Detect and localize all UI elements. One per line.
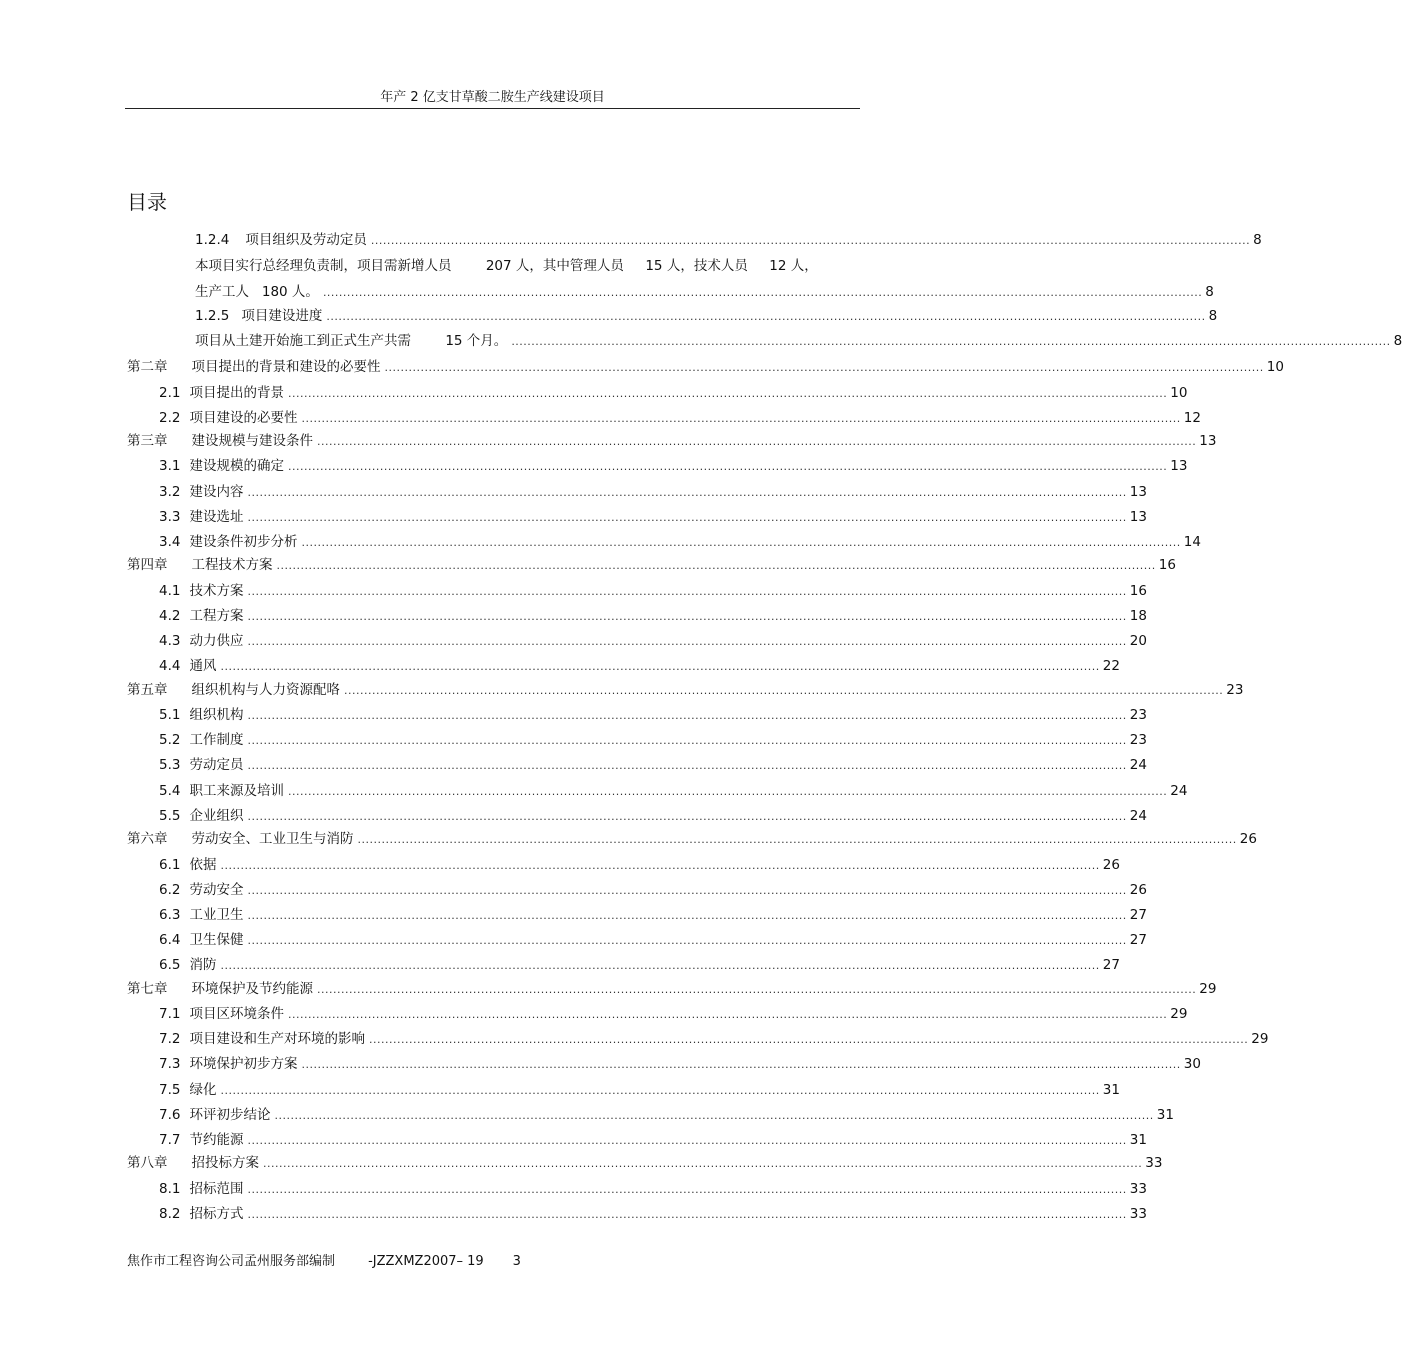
toc-paragraph-text: 生产工人 180 人。	[195, 284, 319, 300]
toc-section-row[interactable]	[159, 480, 1147, 500]
leader-dots: ............................................................................................................................................................................................................................	[368, 1033, 1249, 1047]
leader-dots: ............................................................................................................................................................................................................................	[247, 734, 1127, 748]
toc-entry-number: 1.2.4	[195, 232, 230, 248]
toc-section-page: 12	[1183, 409, 1201, 426]
toc-section-number: 6.5	[159, 957, 181, 974]
toc-chapter-page: 10	[1266, 359, 1284, 375]
leader-dots: ............................................................................................................................................................................................................................	[247, 1207, 1127, 1221]
toc-entry-page: 8	[1253, 232, 1262, 248]
leader-dots: ............................................................................................................................................................................................................................	[322, 286, 1203, 299]
toc-chapter-label: 第四章	[127, 557, 168, 574]
toc-chapter-title: 招投标方案	[191, 1155, 259, 1172]
toc-chapter-page: 13	[1199, 432, 1217, 449]
toc-section-title: 工作制度	[189, 732, 244, 749]
toc-section-page: 13	[1170, 458, 1188, 475]
toc-entry-1-2-5[interactable]	[195, 304, 1218, 324]
toc-section-page: 29	[1251, 1031, 1269, 1048]
leader-dots: ............................................................................................................................................................................................................................	[247, 883, 1127, 897]
toc-chapter-page: 33	[1145, 1155, 1163, 1172]
toc-section-row[interactable]	[159, 1103, 1174, 1123]
leader-dots: ............................................................................................................................................................................................................................	[220, 858, 1100, 872]
toc-paragraph-staffing: 本项目实行总经理负责制，项目需新增人员 207 人，其中管理人员 15 人，技术人员 12 人，	[195, 258, 818, 274]
toc-section-page: 13	[1129, 508, 1147, 525]
leader-dots: ............................................................................................................................................................................................................................	[287, 784, 1168, 798]
toc-section-title: 绿化	[189, 1081, 217, 1098]
toc-section-number: 6.4	[159, 932, 181, 949]
toc-section-page: 20	[1129, 633, 1147, 650]
toc-chapter-page: 26	[1239, 831, 1257, 847]
toc-section-number: 7.5	[159, 1081, 181, 1098]
toc-entry-title: 项目组织及劳动定员	[245, 232, 367, 248]
leader-dots: ............................................................................................................................................................................................................................	[511, 335, 1391, 348]
leader-dots: ............................................................................................................................................................................................................................	[220, 660, 1100, 674]
footer-org: 焦作市工程咨询公司孟州服务部编制	[127, 1254, 336, 1269]
toc-section-number: 5.4	[159, 782, 181, 799]
toc-section-number: 3.4	[159, 534, 181, 550]
toc-paragraph-schedule	[195, 329, 1402, 349]
toc-section-page: 27	[1129, 906, 1147, 923]
leader-dots: ............................................................................................................................................................................................................................	[301, 411, 1181, 425]
leader-dots: ............................................................................................................................................................................................................................	[287, 460, 1168, 474]
toc-section-row[interactable]	[159, 530, 1201, 550]
toc-section-row[interactable]	[159, 654, 1120, 675]
toc-section-number: 8.2	[159, 1205, 181, 1222]
toc-chapter-row[interactable]	[127, 355, 1284, 375]
toc-section-page: 33	[1129, 1180, 1147, 1197]
toc-section-row[interactable]	[159, 753, 1147, 774]
leader-dots: ............................................................................................................................................................................................................................	[247, 759, 1127, 773]
toc-entry-page: 8	[1393, 333, 1402, 349]
toc-section-number: 3.2	[159, 483, 181, 500]
toc-chapter-label: 第五章	[127, 681, 168, 698]
toc-section-number: 7.6	[159, 1106, 181, 1123]
toc-section-number: 3.1	[159, 458, 181, 475]
toc-section-page: 16	[1129, 582, 1147, 599]
page-footer	[127, 1250, 521, 1269]
toc-section-title: 企业组织	[189, 807, 244, 824]
toc-section-row[interactable]	[159, 703, 1147, 723]
toc-section-row[interactable]	[159, 1177, 1147, 1197]
leader-dots: ............................................................................................................................................................................................................................	[357, 833, 1237, 846]
toc-section-number: 5.2	[159, 732, 181, 749]
toc-section-page: 27	[1129, 932, 1147, 949]
leader-dots: ............................................................................................................................................................................................................................	[326, 310, 1206, 323]
toc-section-page: 14	[1183, 534, 1201, 550]
toc-section-number: 7.3	[159, 1056, 181, 1073]
toc-section-title: 建设条件初步分析	[189, 534, 298, 550]
toc-section-title: 消防	[189, 957, 217, 974]
toc-chapter-label: 第八章	[127, 1155, 168, 1172]
toc-section-number: 7.1	[159, 1006, 181, 1022]
toc-section-number: 7.2	[159, 1031, 181, 1048]
toc-section-row[interactable]	[159, 878, 1147, 898]
toc-paragraph-text: 项目从土建开始施工到正式生产共需 15 个月。	[195, 333, 508, 349]
toc-section-title: 招标范围	[189, 1180, 244, 1197]
toc-section-row[interactable]	[159, 728, 1147, 749]
toc-section-number: 6.1	[159, 856, 181, 873]
toc-chapter-row[interactable]	[127, 678, 1244, 698]
leader-dots: ............................................................................................................................................................................................................................	[317, 982, 1197, 996]
toc-section-title: 环评初步结论	[189, 1106, 271, 1123]
toc-section-page: 23	[1129, 707, 1147, 723]
toc-section-page: 33	[1129, 1205, 1147, 1222]
toc-section-number: 8.1	[159, 1180, 181, 1197]
toc-section-row[interactable]	[159, 928, 1147, 949]
toc-section-page: 24	[1129, 757, 1147, 774]
toc-chapter-label: 第三章	[127, 432, 168, 449]
toc-section-number: 4.4	[159, 658, 181, 675]
toc-section-page: 29	[1170, 1006, 1188, 1022]
toc-section-number: 7.7	[159, 1132, 181, 1148]
toc-section-page: 31	[1102, 1081, 1120, 1098]
toc-section-page: 27	[1102, 957, 1120, 974]
leader-dots: ............................................................................................................................................................................................................................	[247, 809, 1127, 823]
toc-section-number: 6.3	[159, 906, 181, 923]
leader-dots: ............................................................................................................................................................................................................................	[247, 908, 1127, 922]
toc-chapter-label: 第七章	[127, 980, 168, 997]
toc-section-row[interactable]	[159, 1027, 1269, 1048]
toc-section-number: 5.5	[159, 807, 181, 824]
toc-chapter-row[interactable]	[127, 1151, 1163, 1172]
toc-chapter-title: 工程技术方案	[191, 557, 273, 574]
toc-section-row[interactable]	[159, 629, 1147, 650]
toc-chapter-label: 第二章	[127, 359, 168, 375]
toc-section-page: 13	[1129, 483, 1147, 500]
toc-section-row[interactable]	[159, 1002, 1188, 1022]
toc-section-title: 项目提出的背景	[189, 384, 284, 401]
toc-section-number: 2.1	[159, 384, 181, 401]
leader-dots: ............................................................................................................................................................................................................................	[317, 434, 1197, 448]
toc-section-title: 项目建设和生产对环境的影响	[189, 1031, 365, 1048]
toc-section-number: 4.1	[159, 582, 181, 599]
leader-dots: ............................................................................................................................................................................................................................	[287, 386, 1168, 400]
toc-section-number: 5.3	[159, 757, 181, 774]
leader-dots: ............................................................................................................................................................................................................................	[301, 1058, 1181, 1072]
toc-entry-number: 1.2.5	[195, 308, 230, 324]
toc-section-row[interactable]	[159, 853, 1120, 873]
toc-section-title: 通风	[189, 658, 217, 675]
leader-dots: ............................................................................................................................................................................................................................	[370, 234, 1251, 247]
toc-section-title: 项目建设的必要性	[189, 409, 298, 426]
toc-section-title: 建设规模的确定	[189, 458, 284, 475]
toc-chapter-row[interactable]	[127, 827, 1257, 847]
toc-section-number: 3.3	[159, 508, 181, 525]
leader-dots: ............................................................................................................................................................................................................................	[220, 959, 1100, 973]
toc-entry-page: 8	[1208, 308, 1218, 324]
toc-section-title: 组织机构	[189, 707, 244, 723]
toc-section-title: 项目区环境条件	[189, 1006, 284, 1022]
leader-dots: ............................................................................................................................................................................................................................	[247, 584, 1127, 598]
leader-dots: ............................................................................................................................................................................................................................	[301, 536, 1181, 549]
leader-dots: ............................................................................................................................................................................................................................	[287, 1008, 1168, 1021]
toc-section-number: 6.2	[159, 881, 181, 898]
toc-chapter-row[interactable]	[127, 553, 1176, 574]
leader-dots: ............................................................................................................................................................................................................................	[247, 1134, 1127, 1147]
toc-chapter-title: 建设规模与建设条件	[191, 432, 313, 449]
leader-dots: ............................................................................................................................................................................................................................	[276, 559, 1156, 573]
toc-section-title: 职工来源及培训	[189, 782, 284, 799]
toc-chapter-row[interactable]	[127, 977, 1217, 997]
toc-section-row[interactable]	[159, 903, 1147, 923]
toc-section-number: 2.2	[159, 409, 181, 426]
toc-section-title: 技术方案	[189, 582, 244, 599]
toc-section-page: 23	[1129, 732, 1147, 749]
leader-dots: ............................................................................................................................................................................................................................	[247, 934, 1127, 948]
toc-section-title: 建设内容	[189, 483, 244, 500]
footer-code: -JZZXMZ2007– 19	[368, 1254, 484, 1269]
leader-dots: ............................................................................................................................................................................................................................	[274, 1108, 1154, 1122]
toc-chapter-title: 劳动安全、工业卫生与消防	[191, 831, 354, 847]
toc-section-page: 18	[1129, 607, 1147, 624]
toc-section-title: 招标方式	[189, 1205, 244, 1222]
toc-section-title: 工业卫生	[189, 906, 244, 923]
toc-section-row[interactable]	[159, 1078, 1120, 1098]
toc-section-page: 30	[1183, 1056, 1201, 1073]
toc-chapter-page: 29	[1199, 980, 1217, 997]
toc-section-page: 31	[1156, 1106, 1174, 1123]
toc-section-row[interactable]	[159, 454, 1188, 475]
toc-section-page: 26	[1129, 881, 1147, 898]
toc-section-row[interactable]	[159, 604, 1147, 624]
toc-section-title: 环境保护初步方案	[189, 1056, 298, 1073]
leader-dots: ............................................................................................................................................................................................................................	[247, 635, 1127, 649]
toc-section-row[interactable]	[159, 505, 1147, 525]
toc-chapter-page: 23	[1226, 681, 1244, 698]
leader-dots: ............................................................................................................................................................................................................................	[247, 1182, 1127, 1196]
toc-section-page: 31	[1129, 1132, 1147, 1148]
toc-section-row[interactable]	[159, 406, 1201, 426]
toc-entry-page: 8	[1205, 284, 1214, 300]
toc-section-row[interactable]	[159, 779, 1188, 799]
leader-dots: ............................................................................................................................................................................................................................	[247, 510, 1127, 524]
toc-section-row[interactable]	[159, 1128, 1147, 1148]
toc-section-page: 10	[1170, 384, 1188, 401]
footer-page-number: 3	[512, 1254, 521, 1269]
toc-section-number: 4.3	[159, 633, 181, 650]
toc-chapter-title: 项目提出的背景和建设的必要性	[191, 359, 381, 375]
toc-section-number: 4.2	[159, 607, 181, 624]
toc-section-page: 22	[1102, 658, 1120, 675]
toc-paragraph-staffing-cont	[195, 280, 1214, 300]
leader-dots: ............................................................................................................................................................................................................................	[247, 485, 1127, 499]
toc-heading: 目录	[127, 190, 167, 214]
toc-section-row[interactable]	[159, 804, 1147, 824]
leader-dots: ............................................................................................................................................................................................................................	[384, 361, 1264, 374]
leader-dots: ............................................................................................................................................................................................................................	[247, 609, 1127, 623]
toc-chapter-row[interactable]	[127, 429, 1217, 449]
leader-dots: ............................................................................................................................................................................................................................	[220, 1083, 1100, 1097]
toc-entry-title: 项目建设进度	[241, 308, 323, 324]
leader-dots: ............................................................................................................................................................................................................................	[263, 1157, 1143, 1171]
toc-section-row[interactable]	[159, 1052, 1201, 1073]
toc-chapter-title: 环境保护及节约能源	[191, 980, 313, 997]
toc-chapter-title: 组织机构与人力资源配咯	[191, 681, 340, 698]
toc-section-row[interactable]	[159, 1202, 1147, 1222]
header-rule	[125, 108, 860, 109]
toc-section-row[interactable]	[159, 381, 1188, 401]
toc-chapter-page: 16	[1158, 557, 1176, 574]
toc-section-page: 26	[1102, 856, 1120, 873]
leader-dots: ............................................................................................................................................................................................................................	[344, 683, 1224, 697]
toc-section-row[interactable]	[159, 953, 1120, 974]
toc-section-title: 劳动安全	[189, 881, 244, 898]
toc-chapter-label: 第六章	[127, 831, 168, 847]
toc-section-page: 24	[1129, 807, 1147, 824]
toc-section-row[interactable]	[159, 579, 1147, 599]
toc-section-title: 建设选址	[189, 508, 244, 525]
toc-section-title: 依据	[189, 856, 217, 873]
toc-section-title: 动力供应	[189, 633, 244, 650]
toc-section-title: 卫生保健	[189, 932, 244, 949]
toc-section-title: 劳动定员	[189, 757, 244, 774]
leader-dots: ............................................................................................................................................................................................................................	[247, 709, 1127, 722]
toc-section-page: 24	[1170, 782, 1188, 799]
toc-section-title: 节约能源	[189, 1132, 244, 1148]
running-header-title: 年产 2 亿支甘草酸二胺生产线建设项目	[380, 90, 605, 105]
toc-entry-1-2-4[interactable]	[195, 228, 1262, 248]
toc-section-title: 工程方案	[189, 607, 244, 624]
toc-section-number: 5.1	[159, 707, 181, 723]
